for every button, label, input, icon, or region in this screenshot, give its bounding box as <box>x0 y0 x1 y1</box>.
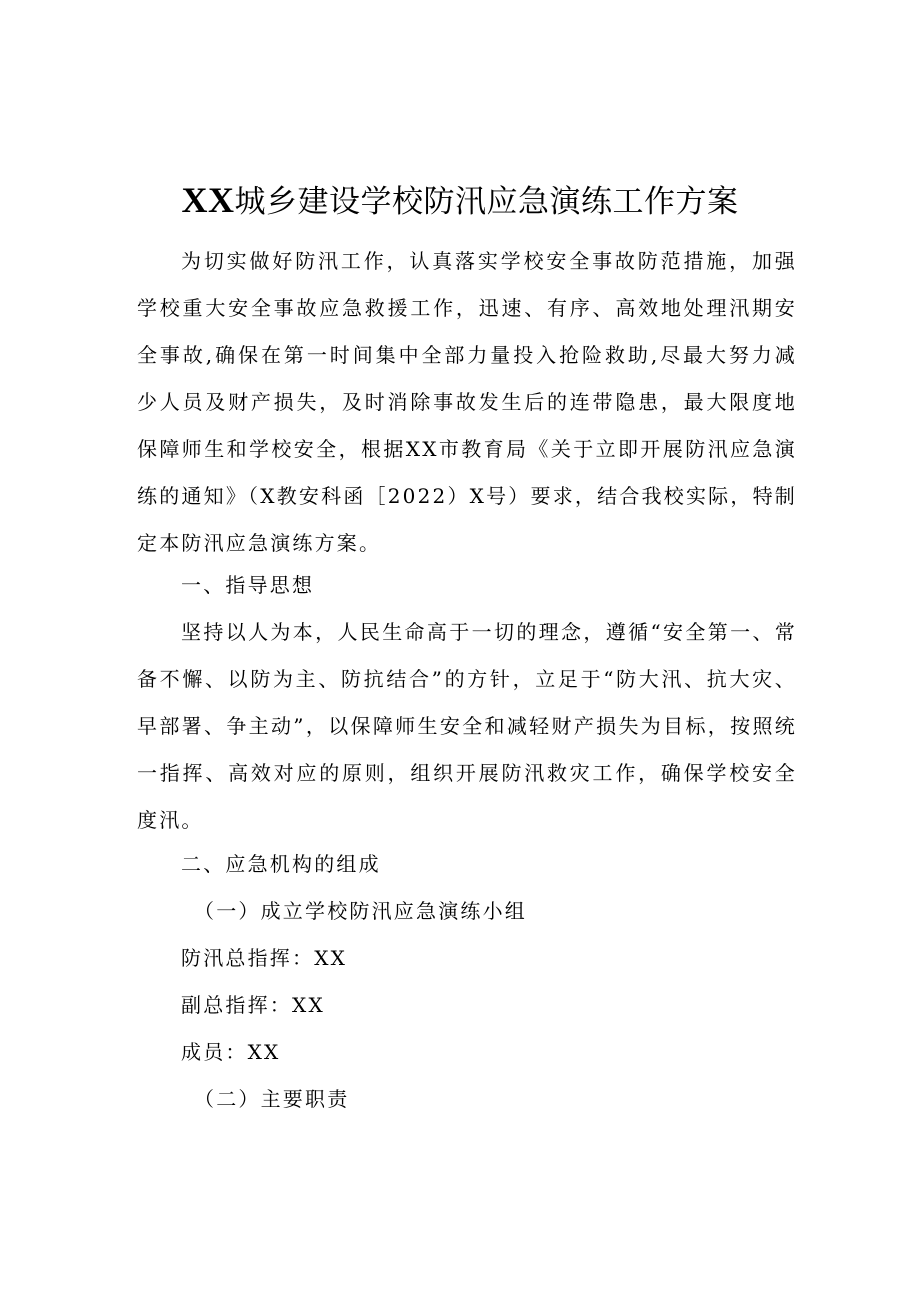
subsection-heading-drill-team: （一）成立学校防汛应急演练小组 <box>194 899 527 923</box>
deputy-commander-line: 副总指挥：XX <box>181 993 325 1017</box>
commander-line: 防汛总指挥：XX <box>181 946 348 970</box>
section-heading-emergency-organization: 二、应急机构的组成 <box>181 852 381 876</box>
document-title <box>60 176 860 226</box>
document-title-text: 城乡建设学校防汛应急演练工作方案 <box>234 184 739 220</box>
section-heading-guiding-ideology: 一、指导思想 <box>181 573 315 597</box>
document-title-prefix: XX <box>181 180 235 220</box>
intro-paragraph: 为切实做好防汛工作，认真落实学校安全事故防范措施，加强学校重大安全事故应急救援工作，迅速、有序、高效地处理汛期安全事故,确保在第一时间集中全部力量投入抢险救助,尽最大努力减少人员及财产损失，及时消除事故发生后的连带隐患，最大限度地保障师生和学校安全，根据XX市教育局《关于立即开展防汛应急演练的通知》（X教安科函［2022）X号）要求，结合我校实际，特制定本防汛应急演练方案。 <box>137 249 797 555</box>
subsection-heading-main-duties: （二）主要职责 <box>194 1087 350 1111</box>
guiding-ideology-paragraph: 坚持以人为本，人民生命高于一切的理念，遵循“安全第一、常备不懈、以防为主、防抗结合”的方针，立足于“防大汛、抗大灾、早部署、争主动”，以保障师生安全和减轻财产损失为目标，按照统一指挥、高效对应的原则，组织开展防汛救灾工作，确保学校安全度汛。 <box>137 620 797 832</box>
members-line: 成员：XX <box>181 1040 281 1064</box>
